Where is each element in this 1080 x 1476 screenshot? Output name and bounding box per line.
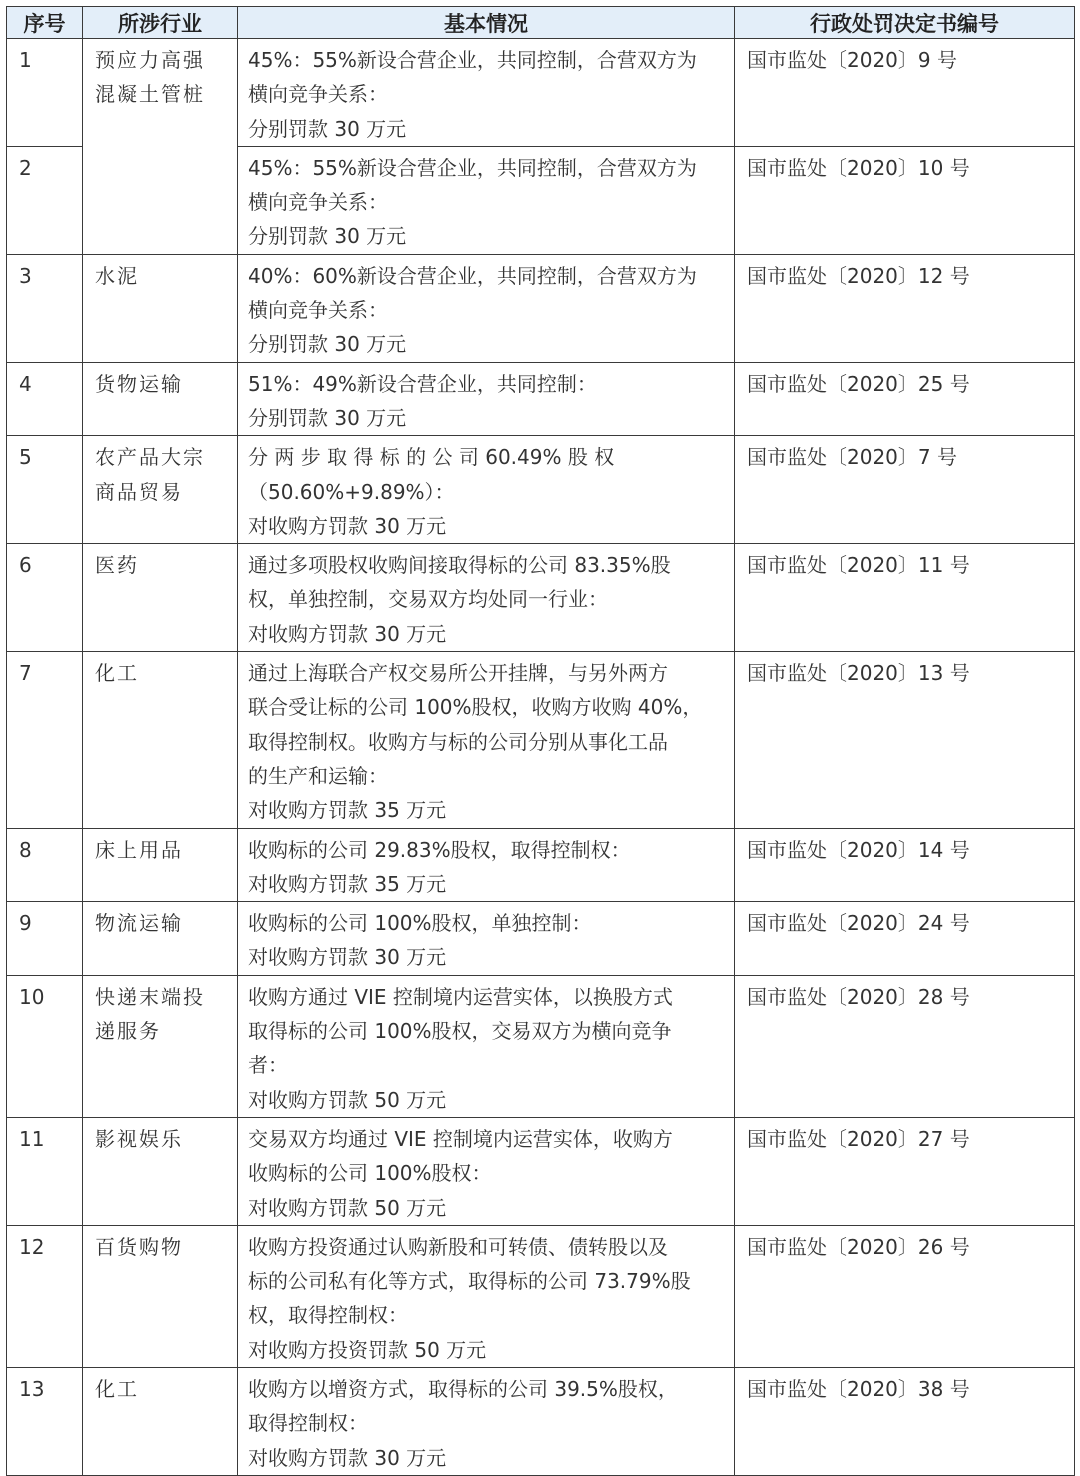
- row-number: 5: [7, 436, 83, 544]
- description-cell: [238, 652, 735, 828]
- decision-number: 国市监处〔2020〕11 号: [735, 544, 1075, 652]
- table-row: [7, 975, 1075, 1117]
- description-line: 者：: [248, 1053, 288, 1078]
- industry-line: 预应力高强: [95, 48, 205, 72]
- industry-cell: [83, 1225, 238, 1367]
- decision-number: 国市监处〔2020〕27 号: [735, 1117, 1075, 1225]
- description-line: 40%：60%新设合营企业，共同控制，合营双方为: [248, 263, 697, 288]
- industry-line: 床上用品: [95, 837, 183, 862]
- industry-cell: [83, 1117, 238, 1225]
- industry-cell: [83, 544, 238, 652]
- row-number: 6: [7, 544, 83, 652]
- industry-line: 农产品大宗: [95, 445, 205, 470]
- header-no: 序号: [7, 7, 83, 39]
- table-row: [7, 39, 1075, 147]
- table-row: [7, 436, 1075, 544]
- industry-line: 水泥: [95, 263, 139, 288]
- decision-number: 国市监处〔2020〕25 号: [735, 362, 1075, 436]
- table-row: [7, 652, 1075, 828]
- table-row: [7, 828, 1075, 902]
- description-line: 联合受让标的公司 100%股权，收购方收购 40%，: [248, 695, 703, 720]
- description-cell: [238, 146, 735, 254]
- description-cell: [238, 1117, 735, 1225]
- table-body: [7, 39, 1075, 1476]
- table-row: [7, 544, 1075, 652]
- table-row: [7, 362, 1075, 436]
- description-line: 对收购方罚款 35 万元: [248, 871, 447, 896]
- row-number: 7: [7, 652, 83, 828]
- description-line: 横向竞争关系：: [248, 82, 388, 107]
- decision-number: 国市监处〔2020〕14 号: [735, 828, 1075, 902]
- table-row: [7, 1117, 1075, 1225]
- description-line: 取得标的公司 100%股权，交易双方为横向竞争: [248, 1019, 672, 1044]
- description-line: 45%：55%新设合营企业，共同控制，合营双方为: [248, 155, 697, 180]
- table-row: [7, 1367, 1075, 1475]
- description-cell: [238, 902, 735, 976]
- description-cell: [238, 39, 735, 147]
- description-cell: [238, 436, 735, 544]
- description-line: 通过上海联合产权交易所公开挂牌，与另外两方: [248, 661, 668, 686]
- industry-line: 化工: [95, 1376, 139, 1401]
- description-line: 对收购方罚款 50 万元: [248, 1087, 447, 1112]
- industry-line: 医药: [95, 553, 139, 578]
- row-number: 9: [7, 902, 83, 976]
- description-cell: [238, 975, 735, 1117]
- description-line: 取得控制权：: [248, 1411, 368, 1436]
- row-number: 1: [7, 39, 83, 147]
- description-line: 的生产和运输：: [248, 763, 388, 788]
- industry-line: 货物运输: [95, 371, 183, 396]
- description-line: 收购标的公司 29.83%股权，取得控制权：: [248, 837, 631, 862]
- description-line: 分 两 步 取 得 标 的 公 司 60.49% 股 权: [248, 445, 615, 470]
- table-row: [7, 902, 1075, 976]
- description-cell: [238, 544, 735, 652]
- row-number: 11: [7, 1117, 83, 1225]
- industry-line: 混凝土管桩: [95, 82, 205, 107]
- industry-cell: [83, 362, 238, 436]
- industry-line: 物流运输: [95, 911, 183, 936]
- description-cell: [238, 362, 735, 436]
- description-line: 分别罚款 30 万元: [248, 116, 407, 141]
- description-line: 对收购方罚款 30 万元: [248, 621, 447, 646]
- industry-line: 快递末端投: [95, 984, 205, 1009]
- row-number: 8: [7, 828, 83, 902]
- description-line: 分别罚款 30 万元: [248, 332, 407, 357]
- row-number: 10: [7, 975, 83, 1117]
- row-number: 4: [7, 362, 83, 436]
- decision-number: 国市监处〔2020〕9 号: [735, 39, 1075, 147]
- decision-number: 国市监处〔2020〕38 号: [735, 1367, 1075, 1475]
- industry-cell: [83, 652, 238, 828]
- industry-cell: [83, 902, 238, 976]
- description-line: 收购方投资通过认购新股和可转债、债转股以及: [248, 1234, 668, 1259]
- description-line: 权，单独控制，交易双方均处同一行业：: [248, 587, 608, 612]
- row-number: 13: [7, 1367, 83, 1475]
- description-line: 51%：49%新设合营企业，共同控制：: [248, 371, 597, 396]
- header-decision-number: 行政处罚决定书编号: [735, 7, 1075, 39]
- table-row: [7, 254, 1075, 362]
- decision-number: 国市监处〔2020〕28 号: [735, 975, 1075, 1117]
- description-line: 收购标的公司 100%股权：: [248, 1161, 492, 1186]
- description-line: 权，取得控制权：: [248, 1303, 408, 1328]
- decision-number: 国市监处〔2020〕13 号: [735, 652, 1075, 828]
- industry-line: 递服务: [95, 1019, 161, 1044]
- description-line: 对收购方罚款 50 万元: [248, 1195, 447, 1220]
- industry-line: 影视娱乐: [95, 1126, 183, 1151]
- description-line: （50.60%+9.89%）：: [248, 479, 455, 504]
- description-line: 对收购方罚款 30 万元: [248, 945, 447, 970]
- description-cell: [238, 254, 735, 362]
- header-industry: 所涉行业: [83, 7, 238, 39]
- description-cell: [238, 828, 735, 902]
- decision-number: 国市监处〔2020〕7 号: [735, 436, 1075, 544]
- decision-number: 国市监处〔2020〕10 号: [735, 146, 1075, 254]
- industry-cell: [83, 254, 238, 362]
- description-line: 横向竞争关系：: [248, 298, 388, 323]
- description-line: 标的公司私有化等方式，取得标的公司 73.79%股: [248, 1269, 691, 1294]
- industry-line: 百货购物: [95, 1234, 183, 1259]
- decision-number: 国市监处〔2020〕24 号: [735, 902, 1075, 976]
- table-header-row: [7, 7, 1075, 39]
- decision-number: 国市监处〔2020〕12 号: [735, 254, 1075, 362]
- description-line: 分别罚款 30 万元: [248, 224, 407, 249]
- header-description: 基本情况: [238, 7, 735, 39]
- industry-line: 化工: [95, 661, 139, 686]
- description-cell: [238, 1367, 735, 1475]
- description-line: 收购标的公司 100%股权，单独控制：: [248, 911, 592, 936]
- description-line: 取得控制权。收购方与标的公司分别从事化工品: [248, 729, 668, 754]
- description-line: 通过多项股权收购间接取得标的公司 83.35%股: [248, 553, 671, 578]
- description-line: 45%：55%新设合营企业，共同控制，合营双方为: [248, 48, 697, 72]
- industry-cell: [83, 828, 238, 902]
- decision-number: 国市监处〔2020〕26 号: [735, 1225, 1075, 1367]
- industry-cell: [83, 1367, 238, 1475]
- description-line: 对收购方投资罚款 50 万元: [248, 1337, 487, 1362]
- table-row: [7, 1225, 1075, 1367]
- row-number: 3: [7, 254, 83, 362]
- description-line: 收购方通过 VIE 控制境内运营实体，以换股方式: [248, 984, 673, 1009]
- description-cell: [238, 1225, 735, 1367]
- industry-cell: [83, 436, 238, 544]
- industry-cell: [83, 975, 238, 1117]
- description-line: 对收购方罚款 35 万元: [248, 798, 447, 823]
- penalty-table: [6, 6, 1075, 1476]
- description-line: 分别罚款 30 万元: [248, 405, 407, 430]
- industry-cell: [83, 39, 238, 255]
- description-line: 收购方以增资方式，取得标的公司 39.5%股权，: [248, 1376, 678, 1401]
- description-line: 交易双方均通过 VIE 控制境内运营实体，收购方: [248, 1126, 673, 1151]
- row-number: 12: [7, 1225, 83, 1367]
- description-line: 对收购方罚款 30 万元: [248, 513, 447, 538]
- description-line: 横向竞争关系：: [248, 190, 388, 215]
- description-line: 对收购方罚款 30 万元: [248, 1445, 447, 1470]
- row-number: 2: [7, 146, 83, 254]
- industry-line: 商品贸易: [95, 479, 183, 504]
